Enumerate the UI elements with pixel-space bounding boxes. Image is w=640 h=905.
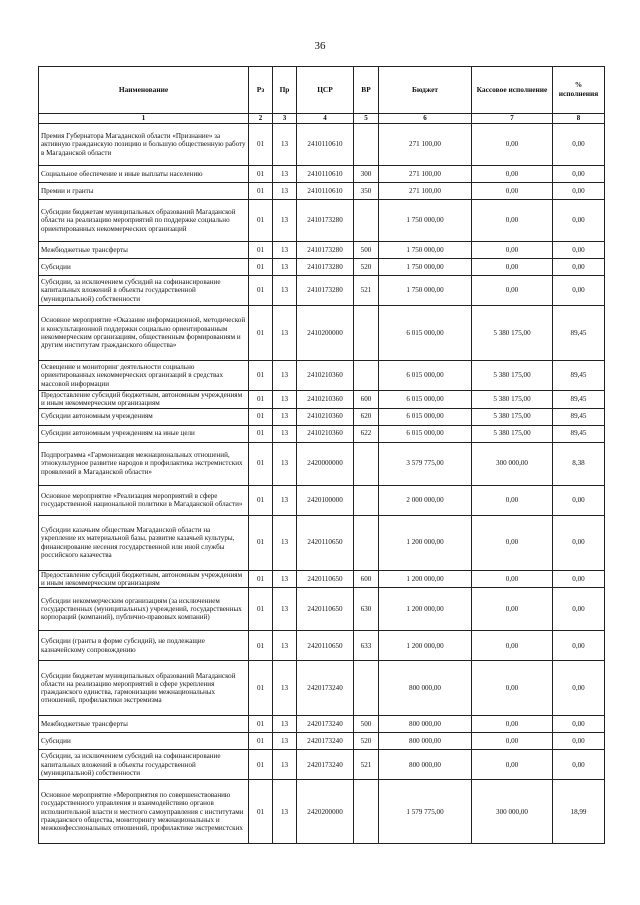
row-rz-cell: 01 — [249, 750, 273, 780]
row-budget-cell: 1 750 000,00 — [379, 259, 472, 276]
row-percent-cell: 89,45 — [553, 408, 605, 425]
row-percent-cell: 0,00 — [553, 276, 605, 306]
table-row — [39, 733, 605, 750]
row-name-cell: Субсидии, за исключением субсидий на софинансирование капитальных вложений в объекты государственной (муниципальной) собственности — [39, 750, 249, 780]
row-csr-cell: 2420100000 — [297, 485, 354, 515]
row-vr-cell — [354, 661, 379, 716]
row-name-cell: Межбюджетные трансферты — [39, 716, 249, 733]
row-percent-cell: 89,45 — [553, 306, 605, 361]
table-row — [39, 515, 605, 570]
row-budget-cell: 271 100,00 — [379, 183, 472, 200]
row-cash-cell: 0,00 — [472, 242, 553, 259]
row-rz-cell: 01 — [249, 631, 273, 661]
column-number: 5 — [354, 114, 379, 124]
row-vr-cell — [354, 306, 379, 361]
table-row — [39, 631, 605, 661]
row-csr-cell: 2420110650 — [297, 631, 354, 661]
table-row — [39, 570, 605, 588]
row-name-cell: Межбюджетные трансферты — [39, 242, 249, 259]
table-row — [39, 425, 605, 442]
row-rz-cell: 01 — [249, 515, 273, 570]
row-vr-cell — [354, 124, 379, 166]
row-csr-cell: 2420173240 — [297, 716, 354, 733]
row-name-cell: Субсидии бюджетам муниципальных образований Магаданской области на реализацию мероприятий в сфере укрепления гражданского единства, гармонизации межнациональных отношений, профилактики экстремизма — [39, 661, 249, 716]
row-budget-cell: 1 200 000,00 — [379, 588, 472, 631]
row-percent-cell: 18,99 — [553, 780, 605, 844]
row-cash-cell: 0,00 — [472, 124, 553, 166]
column-number: 3 — [273, 114, 297, 124]
row-budget-cell: 6 015 000,00 — [379, 391, 472, 409]
row-pr-cell: 13 — [273, 408, 297, 425]
row-budget-cell: 6 015 000,00 — [379, 361, 472, 391]
row-budget-cell: 1 579 775,00 — [379, 780, 472, 844]
row-csr-cell: 2420173240 — [297, 750, 354, 780]
table-row — [39, 750, 605, 780]
row-csr-cell: 2420200000 — [297, 780, 354, 844]
row-vr-cell: 300 — [354, 166, 379, 183]
row-pr-cell: 13 — [273, 276, 297, 306]
row-pr-cell: 13 — [273, 733, 297, 750]
row-rz-cell: 01 — [249, 361, 273, 391]
row-csr-cell: 2410173280 — [297, 259, 354, 276]
row-percent-cell: 0,00 — [553, 166, 605, 183]
table-row — [39, 661, 605, 716]
table-row — [39, 276, 605, 306]
table-row — [39, 588, 605, 631]
row-vr-cell — [354, 780, 379, 844]
column-number: 6 — [379, 114, 472, 124]
row-budget-cell: 271 100,00 — [379, 124, 472, 166]
row-vr-cell — [354, 485, 379, 515]
row-percent-cell: 0,00 — [553, 200, 605, 242]
row-cash-cell: 300 000,00 — [472, 780, 553, 844]
row-cash-cell: 0,00 — [472, 661, 553, 716]
row-rz-cell: 01 — [249, 588, 273, 631]
row-percent-cell: 0,00 — [553, 631, 605, 661]
row-budget-cell: 1 200 000,00 — [379, 570, 472, 588]
row-vr-cell: 500 — [354, 716, 379, 733]
row-name-cell: Премии и гранты — [39, 183, 249, 200]
row-name-cell: Основное мероприятие «Реализация мероприятий в сфере государственной национальной политики в Магаданской области» — [39, 485, 249, 515]
header-pr: Пр — [273, 67, 297, 114]
row-percent-cell: 0,00 — [553, 750, 605, 780]
row-csr-cell: 2410173280 — [297, 200, 354, 242]
header-percent: % исполнения — [553, 67, 605, 114]
row-rz-cell: 01 — [249, 733, 273, 750]
row-pr-cell: 13 — [273, 442, 297, 485]
row-budget-cell: 6 015 000,00 — [379, 408, 472, 425]
row-name-cell: Премия Губернатора Магаданской области «Признание» за активную гражданскую позицию и большую общественную работу в Магаданской области — [39, 124, 249, 166]
row-name-cell: Основное мероприятие «Оказание информационной, методической и консультационной поддержки социально ориентированным некоммерческим организациям, общественным формированиям и другим институтам гражданского общества» — [39, 306, 249, 361]
row-vr-cell: 630 — [354, 588, 379, 631]
row-csr-cell: 2420110650 — [297, 570, 354, 588]
row-cash-cell: 5 380 175,00 — [472, 408, 553, 425]
column-number: 4 — [297, 114, 354, 124]
table-row — [39, 306, 605, 361]
row-budget-cell: 1 200 000,00 — [379, 631, 472, 661]
row-vr-cell — [354, 361, 379, 391]
row-name-cell: Социальное обеспечение и иные выплаты населению — [39, 166, 249, 183]
header-csr: ЦСР — [297, 67, 354, 114]
row-vr-cell: 620 — [354, 408, 379, 425]
row-pr-cell: 13 — [273, 183, 297, 200]
row-percent-cell: 0,00 — [553, 588, 605, 631]
row-percent-cell: 0,00 — [553, 259, 605, 276]
row-vr-cell: 521 — [354, 750, 379, 780]
row-budget-cell: 800 000,00 — [379, 661, 472, 716]
row-rz-cell: 01 — [249, 200, 273, 242]
row-name-cell: Субсидии бюджетам муниципальных образований Магаданской области на реализацию мероприятий по поддержке социально ориентированных некоммерческих организаций — [39, 200, 249, 242]
row-cash-cell: 0,00 — [472, 183, 553, 200]
row-csr-cell: 2410110610 — [297, 124, 354, 166]
row-rz-cell: 01 — [249, 276, 273, 306]
row-pr-cell: 13 — [273, 485, 297, 515]
row-name-cell: Субсидии — [39, 733, 249, 750]
row-percent-cell: 0,00 — [553, 183, 605, 200]
row-vr-cell: 600 — [354, 391, 379, 409]
row-budget-cell: 1 750 000,00 — [379, 242, 472, 259]
table-row — [39, 780, 605, 844]
table-row — [39, 408, 605, 425]
row-pr-cell: 13 — [273, 750, 297, 780]
row-csr-cell: 2410210360 — [297, 391, 354, 409]
row-csr-cell: 2410210360 — [297, 361, 354, 391]
row-rz-cell: 01 — [249, 485, 273, 515]
row-percent-cell: 89,45 — [553, 425, 605, 442]
row-cash-cell: 0,00 — [472, 588, 553, 631]
row-cash-cell: 5 380 175,00 — [472, 391, 553, 409]
row-vr-cell: 600 — [354, 570, 379, 588]
row-pr-cell: 13 — [273, 515, 297, 570]
row-percent-cell: 0,00 — [553, 124, 605, 166]
row-pr-cell: 13 — [273, 124, 297, 166]
column-number: 2 — [249, 114, 273, 124]
row-cash-cell: 0,00 — [472, 485, 553, 515]
budget-execution-table — [38, 66, 605, 844]
row-rz-cell: 01 — [249, 780, 273, 844]
row-percent-cell: 0,00 — [553, 242, 605, 259]
column-number: 8 — [553, 114, 605, 124]
row-budget-cell: 3 579 775,00 — [379, 442, 472, 485]
header-name: Наименование — [39, 67, 249, 114]
row-cash-cell: 0,00 — [472, 570, 553, 588]
table-row — [39, 442, 605, 485]
row-rz-cell: 01 — [249, 166, 273, 183]
table-row — [39, 124, 605, 166]
row-cash-cell: 300 000,00 — [472, 442, 553, 485]
row-rz-cell: 01 — [249, 306, 273, 361]
row-name-cell: Субсидии, за исключением субсидий на софинансирование капитальных вложений в объекты государственной (муниципальной) собственности — [39, 276, 249, 306]
row-cash-cell: 0,00 — [472, 166, 553, 183]
column-number: 7 — [472, 114, 553, 124]
row-rz-cell: 01 — [249, 242, 273, 259]
row-pr-cell: 13 — [273, 391, 297, 409]
row-percent-cell: 0,00 — [553, 661, 605, 716]
row-vr-cell — [354, 200, 379, 242]
row-pr-cell: 13 — [273, 361, 297, 391]
row-percent-cell: 0,00 — [553, 485, 605, 515]
row-name-cell: Субсидии — [39, 259, 249, 276]
row-percent-cell: 89,45 — [553, 361, 605, 391]
row-pr-cell: 13 — [273, 166, 297, 183]
row-budget-cell: 800 000,00 — [379, 750, 472, 780]
row-percent-cell: 8,38 — [553, 442, 605, 485]
row-csr-cell: 2420110650 — [297, 515, 354, 570]
row-rz-cell: 01 — [249, 259, 273, 276]
row-budget-cell: 800 000,00 — [379, 716, 472, 733]
row-csr-cell: 2410210360 — [297, 408, 354, 425]
header-rz: Рз — [249, 67, 273, 114]
row-percent-cell: 89,45 — [553, 391, 605, 409]
row-cash-cell: 0,00 — [472, 733, 553, 750]
table-header-row — [39, 67, 605, 114]
row-name-cell: Субсидии (гранты в форме субсидий), не подлежащие казначейскому сопровождению — [39, 631, 249, 661]
row-rz-cell: 01 — [249, 570, 273, 588]
row-name-cell: Подпрограмма «Гармонизация межнациональных отношений, этнокультурное развитие народов и профилактика экстремистских проявлений в Магаданской области» — [39, 442, 249, 485]
row-rz-cell: 01 — [249, 391, 273, 409]
row-csr-cell: 2410110610 — [297, 166, 354, 183]
row-csr-cell: 2410173280 — [297, 242, 354, 259]
row-cash-cell: 0,00 — [472, 515, 553, 570]
row-pr-cell: 13 — [273, 631, 297, 661]
row-cash-cell: 0,00 — [472, 716, 553, 733]
row-vr-cell: 521 — [354, 276, 379, 306]
row-pr-cell: 13 — [273, 716, 297, 733]
row-cash-cell: 0,00 — [472, 750, 553, 780]
row-name-cell: Субсидии автономным учреждениям — [39, 408, 249, 425]
page-number: 36 — [314, 40, 326, 52]
row-csr-cell: 2420173240 — [297, 661, 354, 716]
row-rz-cell: 01 — [249, 661, 273, 716]
row-pr-cell: 13 — [273, 306, 297, 361]
row-percent-cell: 0,00 — [553, 716, 605, 733]
row-percent-cell: 0,00 — [553, 570, 605, 588]
row-cash-cell: 5 380 175,00 — [472, 361, 553, 391]
table-row — [39, 166, 605, 183]
row-vr-cell: 350 — [354, 183, 379, 200]
row-budget-cell: 1 750 000,00 — [379, 200, 472, 242]
header-cash: Кассовое исполнение — [472, 67, 553, 114]
row-pr-cell: 13 — [273, 242, 297, 259]
table-row — [39, 242, 605, 259]
row-csr-cell: 2420173240 — [297, 733, 354, 750]
row-vr-cell: 633 — [354, 631, 379, 661]
row-csr-cell: 2410210360 — [297, 425, 354, 442]
row-cash-cell: 5 380 175,00 — [472, 425, 553, 442]
row-rz-cell: 01 — [249, 716, 273, 733]
row-name-cell: Предоставление субсидий бюджетным, автономным учреждениям и иным некоммерческим организациям — [39, 570, 249, 588]
row-csr-cell: 2410200000 — [297, 306, 354, 361]
row-rz-cell: 01 — [249, 408, 273, 425]
row-name-cell: Предоставление субсидий бюджетным, автономным учреждениям и иным некоммерческим организациям — [39, 391, 249, 409]
row-vr-cell — [354, 515, 379, 570]
row-cash-cell: 0,00 — [472, 259, 553, 276]
row-csr-cell: 2420110650 — [297, 588, 354, 631]
row-vr-cell — [354, 442, 379, 485]
row-pr-cell: 13 — [273, 259, 297, 276]
row-budget-cell: 800 000,00 — [379, 733, 472, 750]
row-vr-cell: 520 — [354, 733, 379, 750]
row-cash-cell: 0,00 — [472, 200, 553, 242]
row-vr-cell: 622 — [354, 425, 379, 442]
row-pr-cell: 13 — [273, 570, 297, 588]
row-name-cell: Субсидии казачьим обществам Магаданской области на укрепление их материальной базы, развитие казачьей культуры, финансирование несения государственной или иной службы российского казачества — [39, 515, 249, 570]
row-vr-cell: 500 — [354, 242, 379, 259]
row-budget-cell: 1 200 000,00 — [379, 515, 472, 570]
table-row — [39, 183, 605, 200]
table-row — [39, 361, 605, 391]
table-row — [39, 391, 605, 409]
row-budget-cell: 1 750 000,00 — [379, 276, 472, 306]
row-pr-cell: 13 — [273, 661, 297, 716]
row-cash-cell: 0,00 — [472, 276, 553, 306]
row-name-cell: Субсидии автономным учреждениям на иные цели — [39, 425, 249, 442]
row-rz-cell: 01 — [249, 425, 273, 442]
row-name-cell: Основное мероприятие «Мероприятия по совершенствованию государственного управления и взаимодействию органов исполнительной власти и местного самоуправления с институтами гражданского общества, мониторингу межнациональных и межконфессиональных отношений, профилактике экстремистских — [39, 780, 249, 844]
column-number-row — [39, 114, 605, 124]
row-percent-cell: 0,00 — [553, 733, 605, 750]
row-rz-cell: 01 — [249, 124, 273, 166]
row-pr-cell: 13 — [273, 200, 297, 242]
column-number: 1 — [39, 114, 249, 124]
row-csr-cell: 2410173280 — [297, 276, 354, 306]
row-rz-cell: 01 — [249, 183, 273, 200]
row-vr-cell: 520 — [354, 259, 379, 276]
row-budget-cell: 6 015 000,00 — [379, 425, 472, 442]
row-budget-cell: 2 000 000,00 — [379, 485, 472, 515]
table-row — [39, 259, 605, 276]
row-csr-cell: 2410110610 — [297, 183, 354, 200]
header-budget: Бюджет — [379, 67, 472, 114]
row-pr-cell: 13 — [273, 588, 297, 631]
row-percent-cell: 0,00 — [553, 515, 605, 570]
row-pr-cell: 13 — [273, 780, 297, 844]
row-cash-cell: 5 380 175,00 — [472, 306, 553, 361]
table-row — [39, 716, 605, 733]
row-pr-cell: 13 — [273, 425, 297, 442]
header-vr: ВР — [354, 67, 379, 114]
row-budget-cell: 271 100,00 — [379, 166, 472, 183]
row-name-cell: Освещение и мониторинг деятельности социально ориентированных некоммерческих организаций в средствах массовой информации — [39, 361, 249, 391]
table-row — [39, 485, 605, 515]
table-row — [39, 200, 605, 242]
row-cash-cell: 0,00 — [472, 631, 553, 661]
row-name-cell: Субсидии некоммерческим организациям (за исключением государственных (муниципальных) учреждений, государственных корпораций (компаний), публично-правовых компаний) — [39, 588, 249, 631]
row-budget-cell: 6 015 000,00 — [379, 306, 472, 361]
row-rz-cell: 01 — [249, 442, 273, 485]
row-csr-cell: 2420000000 — [297, 442, 354, 485]
